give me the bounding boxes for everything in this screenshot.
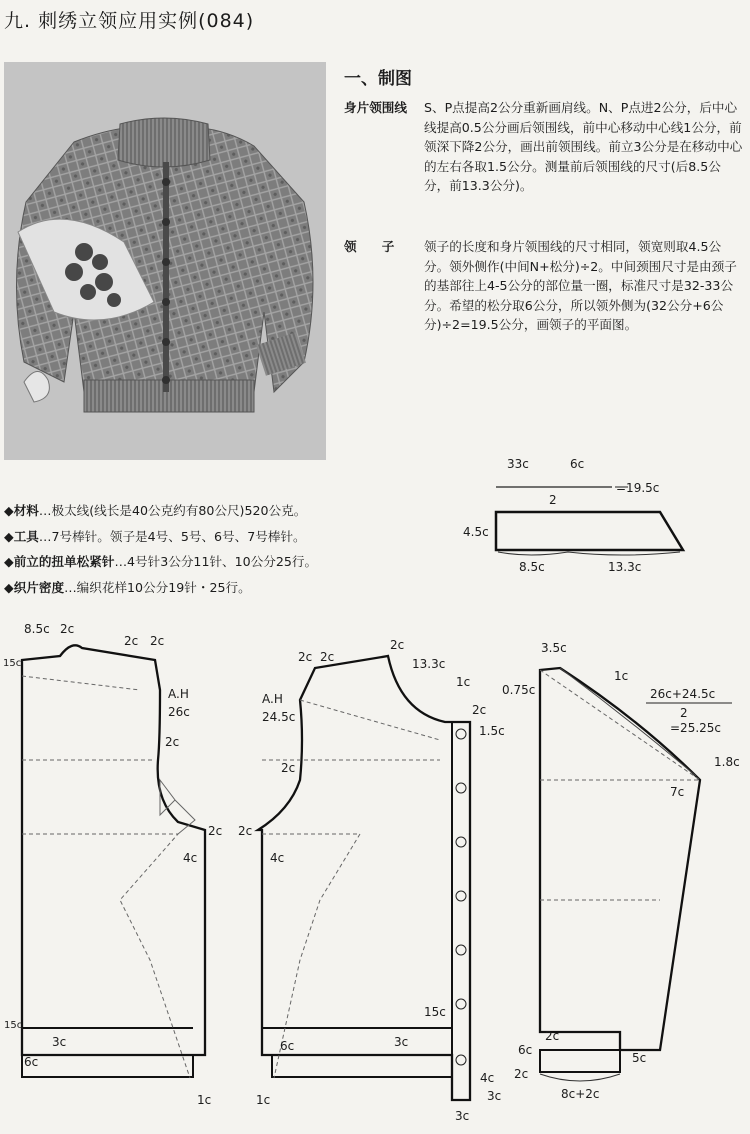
sleeve-diagram: [502, 641, 740, 1101]
front-ah-value: 24.5c: [262, 710, 296, 724]
back-rib-1: 3c: [52, 1035, 67, 1049]
sleeve-cuff-b: 6c: [518, 1043, 533, 1057]
text-collar: 领子的长度和身片领围线的尺寸相同，领宽则取4.5公分。领外侧作(中间N+松分)÷2。中间颈围尺寸是由颈子的基部往上4-5公分的部位量一圈，标准尺寸是32-33公分。希望的松分取6公分，所以领外侧为(32公分+6公分)÷2=19.5公分，画领子的平面图。: [424, 239, 737, 332]
term-neckline: 身片领围线: [344, 100, 407, 115]
sleeve-cap: 3.5c: [541, 641, 567, 655]
sleeve-seg: 7c: [670, 785, 685, 799]
front-band-bottom-3: 3c: [455, 1109, 470, 1123]
sleeve-formula-result: =25.25c: [670, 721, 722, 735]
sleeve-cuff-a: 2c: [545, 1029, 560, 1043]
front-under: 4c: [270, 851, 285, 865]
front-rib-1: 3c: [394, 1035, 409, 1049]
front-bottom: 1c: [256, 1093, 271, 1107]
tools-item: ◆工具…7号棒针。领子是4号、5号、6号、7号棒针。: [4, 528, 306, 544]
front-cf-2: 2c: [472, 703, 487, 717]
back-ah-value: 26c: [168, 705, 190, 719]
front-hem-height: 15c: [424, 1005, 446, 1019]
section-heading: 一、制图: [344, 69, 412, 89]
back-shoulder-2: 2c: [150, 634, 165, 648]
text-neckline: S、P点提高2公分重新画肩线。N、P点进2公分，后中心线提高0.5公分画后领围线，前中心移动中心线1公分，前领深下降2公分，画出前领围线。前立3公分是在移动中心的左右各取1.5公分。测量前后领围线的尺寸(后8.5公分，前13.3公分)。: [424, 100, 743, 193]
sleeve-c1: 1c: [614, 669, 629, 683]
collar-width: 4.5c: [463, 525, 489, 539]
front-cf-1: 1c: [456, 675, 471, 689]
front-neck-length: 13.3c: [412, 657, 446, 671]
front-bodice-diagram: [238, 638, 505, 1123]
collar-diagram: [463, 457, 683, 574]
gauge-item: ◆织片密度…编织花样10公分19针・25行。: [4, 579, 251, 595]
front-band-bottom-1: 4c: [480, 1071, 495, 1085]
back-under: 4c: [183, 851, 198, 865]
front-shoulder-1: 2c: [298, 650, 313, 664]
page-title: 九. 刺绣立领应用实例(084): [4, 10, 255, 32]
sleeve-formula-num: 26c+24.5c: [650, 687, 716, 701]
term-collar: 领 子: [344, 239, 395, 254]
collar-outer: =19.5c: [616, 481, 660, 495]
sleeve-side: 1.8c: [714, 755, 740, 769]
back-ah-label: A.H: [168, 687, 189, 701]
band-item: ◆前立的扭单松紧针…4号针3公分11针、10公分25行。: [4, 554, 318, 569]
sleeve-cuff-c: 2c: [514, 1067, 529, 1081]
back-bottom: 1c: [197, 1093, 212, 1107]
front-rib-2: 6c: [280, 1039, 295, 1053]
front-band-width: 1.5c: [479, 724, 505, 738]
front-neck-rise: 2c: [390, 638, 405, 652]
front-band-bottom-2: 3c: [487, 1089, 502, 1103]
front-shoulder-2: 2c: [320, 650, 335, 664]
sleeve-formula-den: 2: [680, 706, 688, 720]
collar-top-b: 6c: [570, 457, 585, 471]
back-left-mark: 15c: [3, 658, 22, 669]
sleeve-cuff-w: 5c: [632, 1051, 647, 1065]
materials-item: ◆材料…极太线(线长是40公克约有80公尺)520公克。: [4, 503, 307, 518]
sleeve-cuff-bottom: 8c+2c: [561, 1087, 600, 1101]
back-neck-rise: 2c: [60, 622, 75, 636]
collar-fraction-den: 2: [549, 493, 557, 507]
back-notch: 2c: [208, 824, 223, 838]
back-bodice-diagram: [3, 622, 222, 1107]
front-notch: 2c: [238, 824, 253, 838]
back-rib-2: 6c: [24, 1055, 39, 1069]
collar-front: 13.3c: [608, 560, 642, 574]
collar-back: 8.5c: [519, 560, 545, 574]
front-ah-label: A.H: [262, 692, 283, 706]
sleeve-left: 0.75c: [502, 683, 536, 697]
back-hem-height: 15c: [4, 1020, 23, 1031]
button-holes: [456, 729, 466, 1065]
back-neck-width: 8.5c: [24, 622, 50, 636]
front-arm-mark: 2c: [281, 761, 296, 775]
back-shoulder-1: 2c: [124, 634, 139, 648]
collar-top-a: 33c: [507, 457, 529, 471]
back-arm-mark: 2c: [165, 735, 180, 749]
